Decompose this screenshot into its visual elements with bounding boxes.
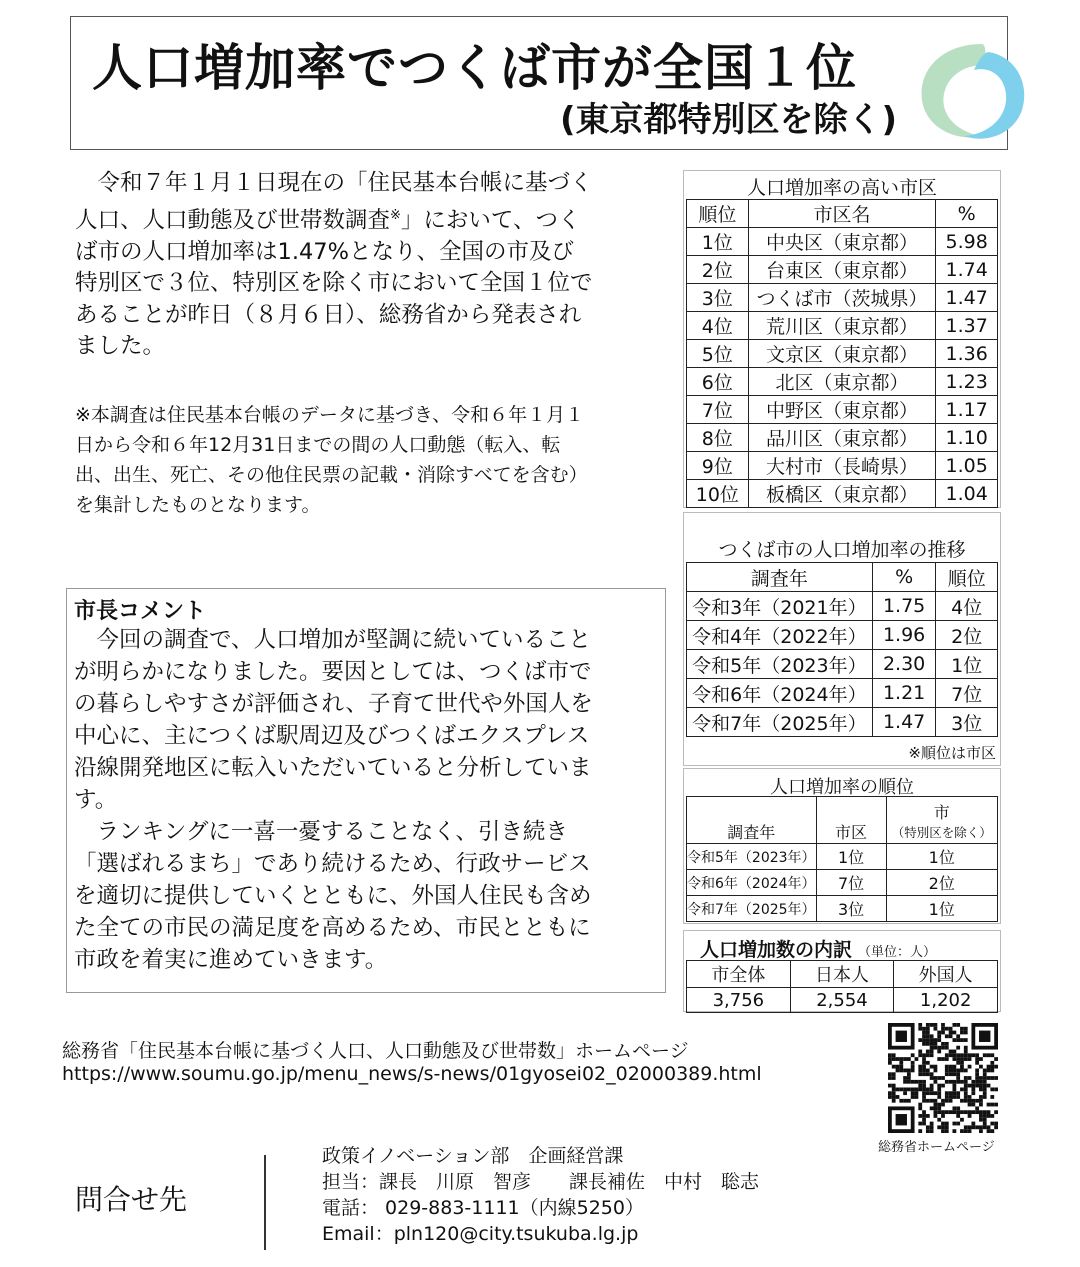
table-cell: 7位	[936, 679, 998, 708]
table-cell: 2.30	[872, 650, 936, 679]
table-cell: 文京区（東京都）	[748, 340, 936, 368]
contact-info	[322, 1143, 759, 1247]
mayor-comment-body: 今回の調査で、人口増加が堅調に続いていること が明らかになりました。要因としては、つくば市で の暮らしやすさが評価され、子育て世代や外国人を 中心に、主につくば駅周辺及びつくばエクスプレス 沿線開発地区に転入いただいていると分析していま す。 ランキングに一喜一憂することなく、引き続き 「選ばれるまち」であり続けるため、行政サービス を適切に提供していくとともに、外国人住民も含め た全ての市民の満足度を高めるため、市民とともに 市政を着実に進めていきます。	[74, 627, 593, 973]
table-cell: 1位	[886, 896, 997, 922]
table-cell: 1.47	[872, 708, 936, 737]
table-row	[687, 368, 998, 396]
table-cell: 1.96	[872, 621, 936, 650]
table-cell: 1.17	[936, 396, 998, 424]
table-cell: 5位	[687, 340, 749, 368]
table-cell: つくば市（茨城県）	[748, 284, 936, 312]
table-cell: 3位	[687, 284, 749, 312]
table-cell: 7位	[687, 396, 749, 424]
table-row	[687, 424, 998, 452]
mayor-comment-heading: 市長コメント	[74, 599, 207, 624]
table-cell: 令和3年（2021年）	[687, 592, 873, 621]
ranking-table-title: 人口増加率の高い市区	[746, 177, 937, 199]
qr-code-icon[interactable]	[888, 1023, 998, 1133]
table-cell: 令和7年（2025年）	[687, 708, 873, 737]
table-cell: 令和5年（2023年）	[687, 844, 817, 870]
table-header-row: 調査年 市区 市 （特別区を除く）	[687, 797, 998, 844]
table-cell: 令和6年（2024年）	[687, 679, 873, 708]
table-row	[687, 228, 998, 256]
table-row	[687, 284, 998, 312]
table-cell: 1.05	[936, 452, 998, 480]
table-cell: 6位	[687, 368, 749, 396]
trend-table-title: つくば市の人口増加率の推移	[718, 539, 966, 561]
breakdown-table-title: 人口増加数の内訳 （単位：人）	[700, 939, 937, 961]
table-row	[687, 256, 998, 284]
reference-url-link[interactable]: https://www.soumu.go.jp/menu_news/s-news/01gyosei02_02000389.html	[62, 1063, 762, 1085]
table-row	[687, 480, 998, 508]
table-row	[687, 896, 998, 922]
table-row	[687, 452, 998, 480]
table-cell: 10位	[687, 480, 749, 508]
table-cell: 1位	[816, 844, 886, 870]
contact-department: 政策イノベーション部 企画経営課	[322, 1145, 624, 1167]
table-cell: 令和4年（2022年）	[687, 621, 873, 650]
survey-note: ※本調査は住民基本台帳のデータに基づき、令和６年１月１ 日から令和６年12月31日までの間の人口動態（転入、転 出、出生、死亡、その他住民票の記載・消除すべてを含む） を集計したものとなります。	[75, 404, 588, 516]
table-cell: 1.23	[936, 368, 998, 396]
table-row	[687, 340, 998, 368]
contact-label: 問合せ先	[75, 1183, 188, 1216]
table-cell: 板橋区（東京都）	[748, 480, 936, 508]
table-cell: 2位	[936, 621, 998, 650]
table-cell: 1.36	[936, 340, 998, 368]
table-cell: 1位	[936, 650, 998, 679]
table-row	[687, 312, 998, 340]
table-row: 3,756 2,554 1,202	[687, 988, 998, 1013]
table-cell: 1.74	[936, 256, 998, 284]
contact-staff: 担当：課長 川原 智彦 課長補佐 中村 聡志	[322, 1171, 760, 1193]
table-row	[687, 621, 998, 650]
table-row	[687, 679, 998, 708]
table-cell: 大村市（長崎県）	[748, 452, 936, 480]
table-cell: 9位	[687, 452, 749, 480]
table-cell: 1.04	[936, 480, 998, 508]
table-cell: 1位	[687, 228, 749, 256]
table-row	[687, 708, 998, 737]
table-cell: 1.21	[872, 679, 936, 708]
qr-code-label: 総務省ホームページ	[878, 1140, 995, 1155]
table-cell: 1.37	[936, 312, 998, 340]
table-cell: 台東区（東京都）	[748, 256, 936, 284]
table-cell: 1.10	[936, 424, 998, 452]
table-cell: 3位	[816, 896, 886, 922]
table-row	[687, 592, 998, 621]
table-cell: 中央区（東京都）	[748, 228, 936, 256]
table-cell: 1位	[886, 844, 997, 870]
rank-table-title: 人口増加率の順位	[770, 777, 914, 798]
table-cell: 中野区（東京都）	[748, 396, 936, 424]
breakdown-table	[686, 960, 998, 1013]
ranking-table	[686, 199, 998, 508]
table-cell: 7位	[816, 870, 886, 896]
page-title: 人口増加率でつくば市が全国１位	[92, 39, 857, 97]
table-cell: 2位	[886, 870, 997, 896]
table-cell: 8位	[687, 424, 749, 452]
table-header-row: 調査年 % 順位	[687, 563, 998, 592]
table-cell: 令和6年（2024年）	[687, 870, 817, 896]
table-cell: 北区（東京都）	[748, 368, 936, 396]
contact-phone: 電話： 029-883-1111（内線5250）	[322, 1197, 644, 1219]
table-cell: 3位	[936, 708, 998, 737]
table-row	[687, 844, 998, 870]
table-row	[687, 650, 998, 679]
page-subtitle: (東京都特別区を除く)	[560, 100, 898, 140]
table-cell: 2位	[687, 256, 749, 284]
trend-table-note: ※順位は市区	[908, 744, 996, 762]
table-cell: 荒川区（東京都）	[748, 312, 936, 340]
table-cell: 令和5年（2023年）	[687, 650, 873, 679]
intro-paragraph: 令和７年１月１日現在の「住民基本台帳に基づく 人口、人口動態及び世帯数調査※」において、つく ば市の人口増加率は1.47%となり、全国の市及び 特別区で３位、特別区を除く市において全国１位で あることが昨日（８月６日）、総務省から発表され ました。	[75, 170, 593, 359]
table-cell: 4位	[936, 592, 998, 621]
contact-email[interactable]: Email：pln120@city.tsukuba.lg.jp	[322, 1223, 639, 1245]
table-row	[687, 870, 998, 896]
table-header-row: 順位 市区名 %	[687, 200, 998, 228]
table-cell: 4位	[687, 312, 749, 340]
table-header-row: 市全体 日本人 外国人	[687, 961, 998, 988]
table-cell: 1.47	[936, 284, 998, 312]
city-logo-icon	[912, 40, 1030, 144]
contact-divider	[264, 1155, 266, 1250]
table-cell: 品川区（東京都）	[748, 424, 936, 452]
table-cell: 5.98	[936, 228, 998, 256]
rank-table	[686, 796, 998, 922]
table-cell: 1.75	[872, 592, 936, 621]
table-cell: 令和7年（2025年）	[687, 896, 817, 922]
reference-text: 総務省「住民基本台帳に基づく人口、人口動態及び世帯数」ホームページ	[62, 1040, 689, 1062]
table-row	[687, 396, 998, 424]
trend-table	[686, 562, 998, 737]
